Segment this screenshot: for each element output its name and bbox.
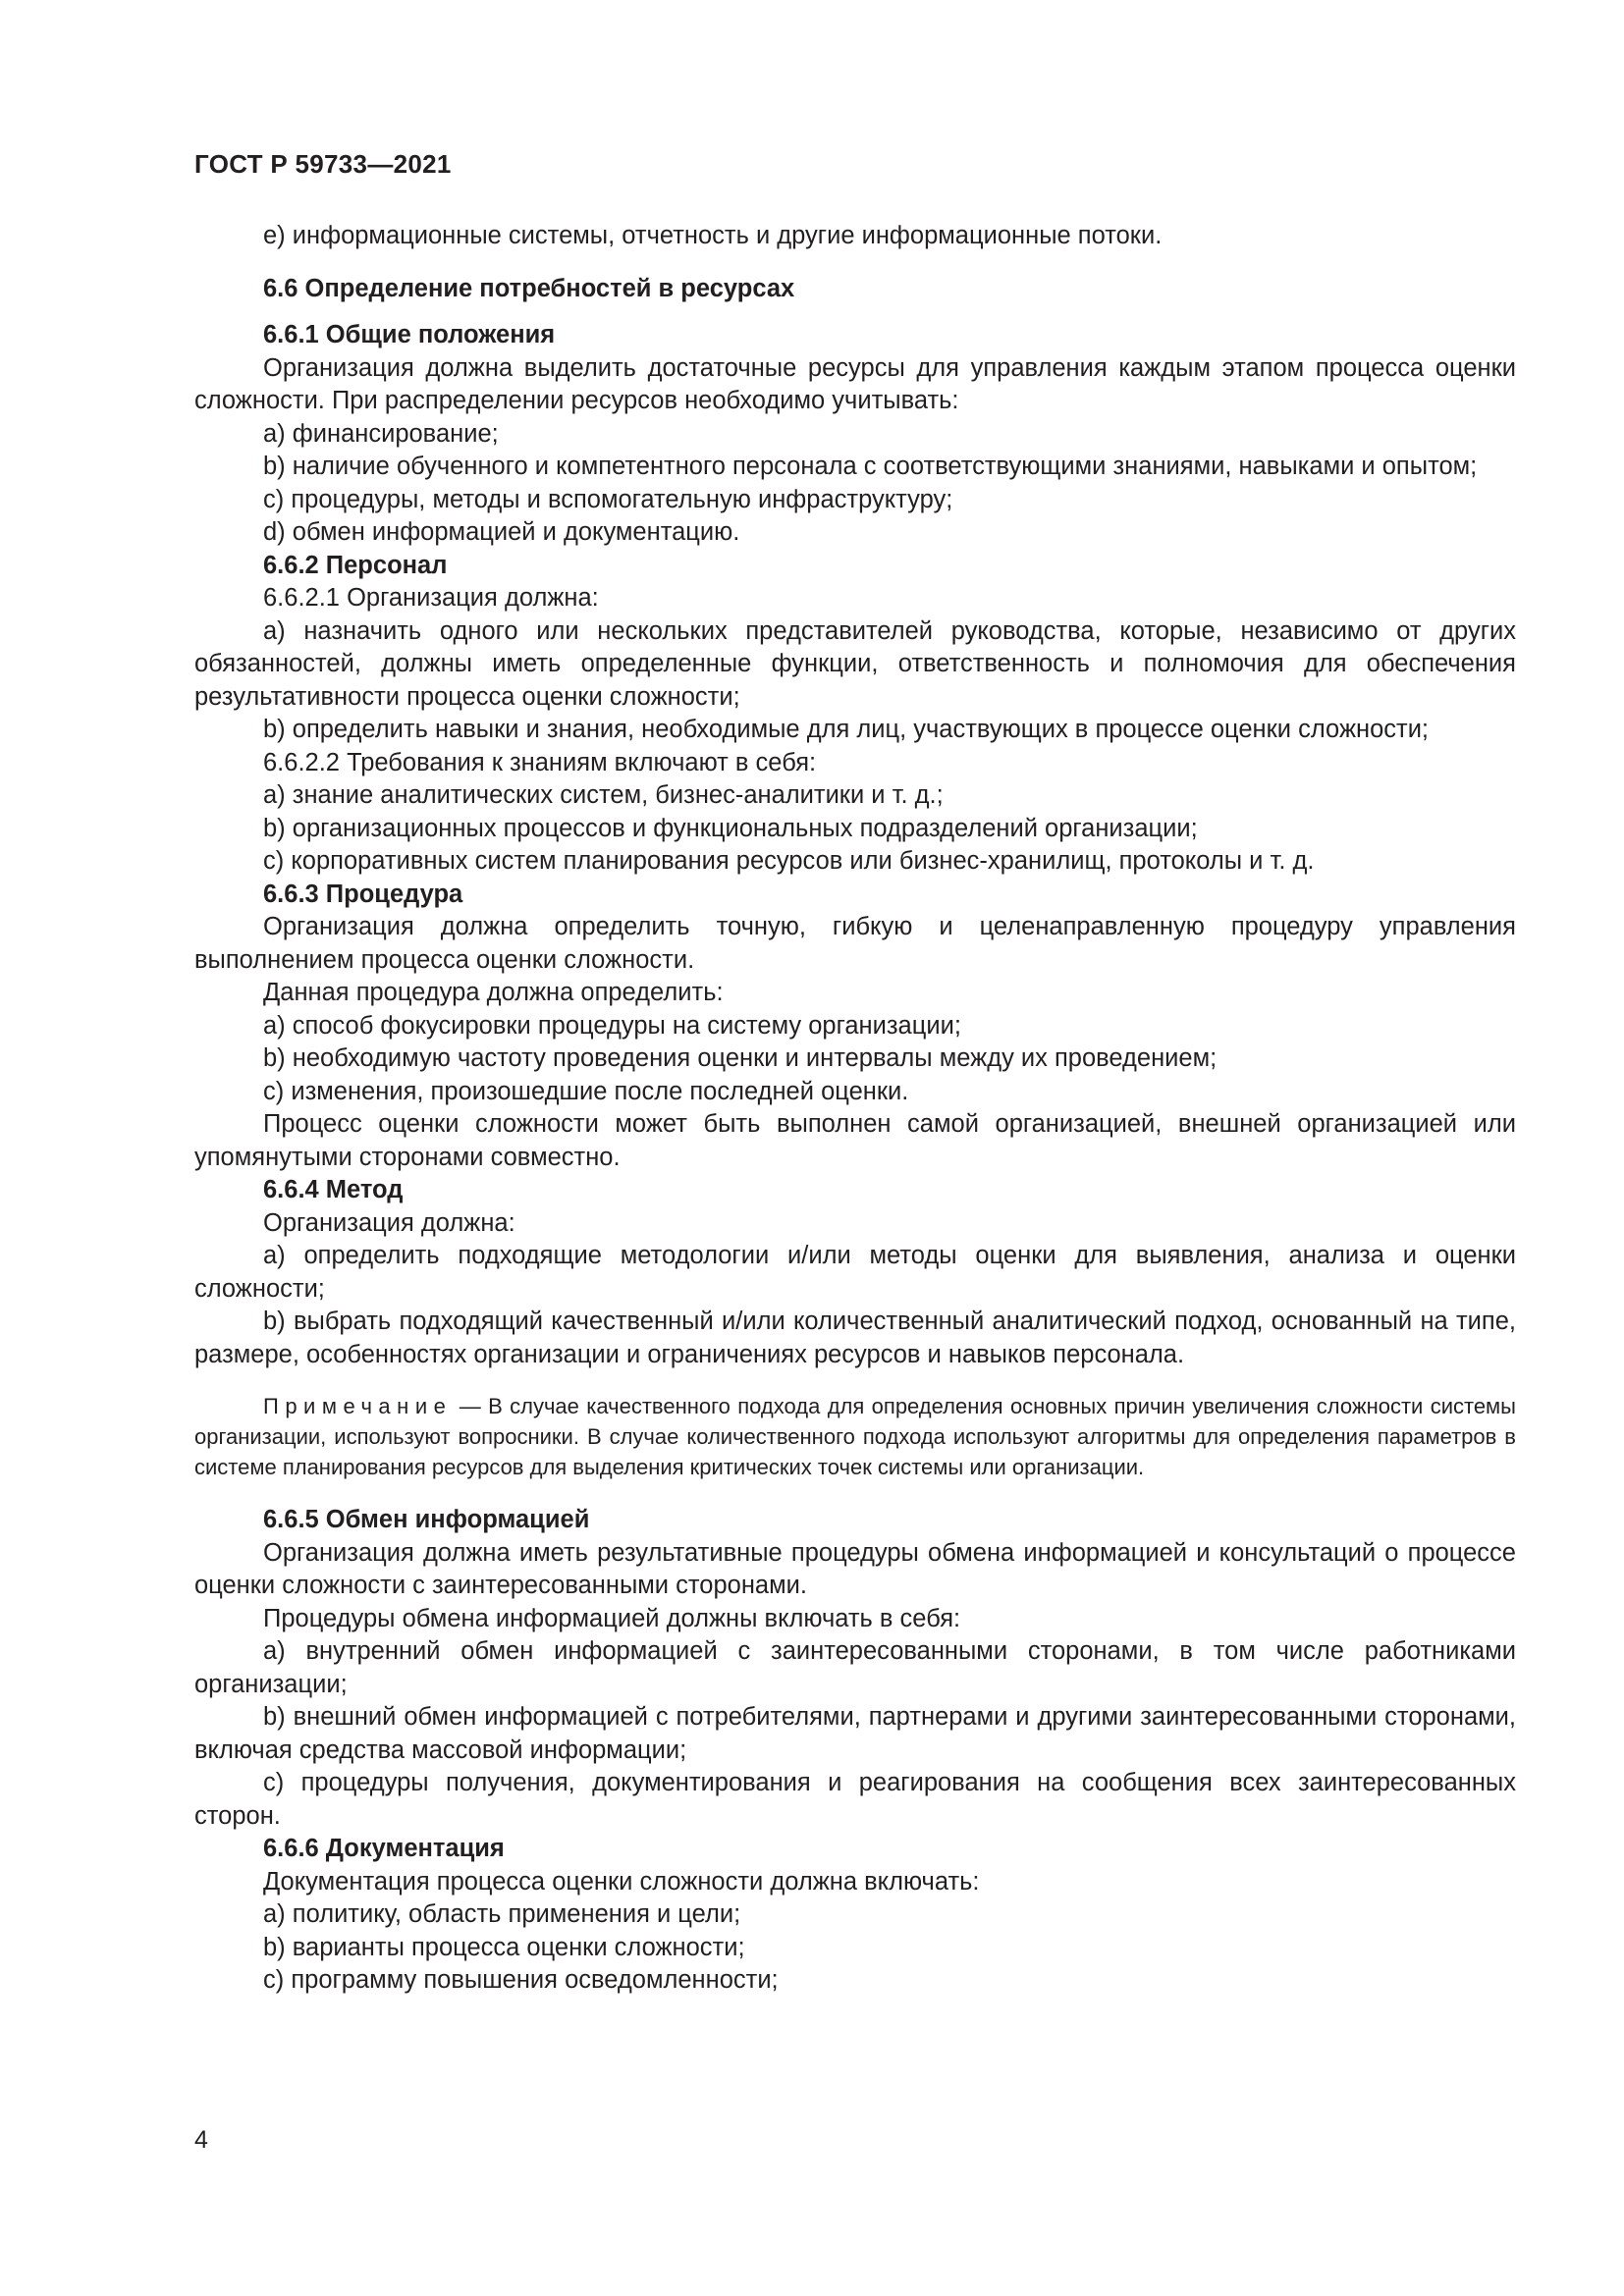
paragraph: Организация должна: <box>263 1208 515 1237</box>
paragraph: Процесс оценки сложности может быть выполнен самой организацией, внешней организацией или упомянутыми сторонами совместно. <box>194 1110 1516 1171</box>
note-text: — В случае качественного подхода для определения основных причин увеличения сложности системы организации, используют вопросники. В случае количественного подхода используют алгоритмы для определения параметров в системе планирования ресурсов для выделения критических точек системы или организации. <box>194 1394 1516 1479</box>
paragraph: Данная процедура должна определить: <box>263 979 724 1006</box>
section-heading: 6.6 Определение потребностей в ресурсах <box>263 274 795 302</box>
list-item: c) процедуры, методы и вспомогательную инфраструктуру; <box>263 485 953 513</box>
document-body <box>194 220 1516 1998</box>
list-item: a) внутренний обмен информацией с заинтересованными сторонами, в том числе работниками организации; <box>194 1637 1516 1698</box>
list-item: c) программу повышения осведомленности; <box>263 1966 779 1994</box>
page-number: 4 <box>194 2126 208 2154</box>
paragraph: 6.6.2.1 Организация должна: <box>263 584 599 612</box>
note-label: Примечание <box>263 1394 453 1418</box>
list-item: a) политику, область применения и цели; <box>263 1900 741 1928</box>
list-item: b) организационных процессов и функциональных подразделений организации; <box>263 814 1198 842</box>
note <box>194 1391 1516 1482</box>
subsection-heading: 6.6.1 Общие положения <box>263 321 556 348</box>
list-item: b) необходимую частоту проведения оценки и интервалы между их проведением; <box>263 1044 1218 1072</box>
paragraph: Организация должна иметь результативные процедуры обмена информацией и консультаций о процессе оценки сложности с заинтересованными сторонами. <box>194 1538 1516 1599</box>
list-item: c) процедуры получения, документирования и реагирования на сообщения всех заинтересованных сторон. <box>194 1769 1516 1830</box>
paragraph: 6.6.2.2 Требования к знаниям включают в себя: <box>263 748 817 776</box>
list-item: b) внешний обмен информацией с потребителями, партнерами и другими заинтересованными сторонами, включая средства массовой информации; <box>194 1703 1516 1764</box>
paragraph: Процедуры обмена информацией должны включать в себя: <box>263 1604 961 1632</box>
paragraph: Документация процесса оценки сложности должна включать: <box>263 1867 980 1896</box>
paragraph: Организация должна определить точную, гибкую и целенаправленную процедуру управления выполнением процесса оценки сложности. <box>194 913 1516 974</box>
list-item: е) информационные системы, отчетность и другие информационные потоки. <box>263 222 1163 249</box>
subsection-heading: 6.6.2 Персонал <box>263 551 448 579</box>
list-item: d) обмен информацией и документацию. <box>263 518 740 546</box>
list-item: c) изменения, произошедшие после последней оценки. <box>263 1077 909 1105</box>
list-item: a) финансирование; <box>263 419 499 448</box>
subsection-heading: 6.6.4 Метод <box>263 1176 404 1203</box>
list-item: c) корпоративных систем планирования ресурсов или бизнес-хранилищ, протоколы и т. д. <box>263 847 1315 875</box>
list-item: a) определить подходящие методологии и/или методы оценки для выявления, анализа и оценки сложности; <box>194 1242 1516 1303</box>
list-item: b) определить навыки и знания, необходимые для лиц, участвующих в процессе оценки сложности; <box>263 716 1430 743</box>
paragraph: Организация должна выделить достаточные ресурсы для управления каждым этапом процесса оценки сложности. При распределении ресурсов необходимо учитывать: <box>194 353 1516 414</box>
list-item: a) способ фокусировки процедуры на систему организации; <box>263 1011 961 1040</box>
list-item: a) знание аналитических систем, бизнес-аналитики и т. д.; <box>263 781 944 809</box>
list-item: b) наличие обученного и компетентного персонала с соответствующими знаниями, навыками и опытом; <box>263 453 1478 480</box>
document-header: ГОСТ Р 59733—2021 <box>194 149 452 179</box>
list-item: b) выбрать подходящий качественный и/или количественный аналитический подход, основанный на типе, размере, особенностях организации и ограничениях ресурсов и навыков персонала. <box>194 1308 1516 1368</box>
list-item: b) варианты процесса оценки сложности; <box>263 1933 745 1961</box>
subsection-heading: 6.6.3 Процедура <box>263 880 463 908</box>
subsection-heading: 6.6.6 Документация <box>263 1835 505 1862</box>
list-item: a) назначить одного или нескольких представителей руководства, которые, независимо от других обязанностей, должны иметь определенные функции, ответственность и полномочия для обеспечения результативности процесса оценки сложности; <box>194 616 1516 711</box>
subsection-heading: 6.6.5 Обмен информацией <box>263 1506 590 1533</box>
